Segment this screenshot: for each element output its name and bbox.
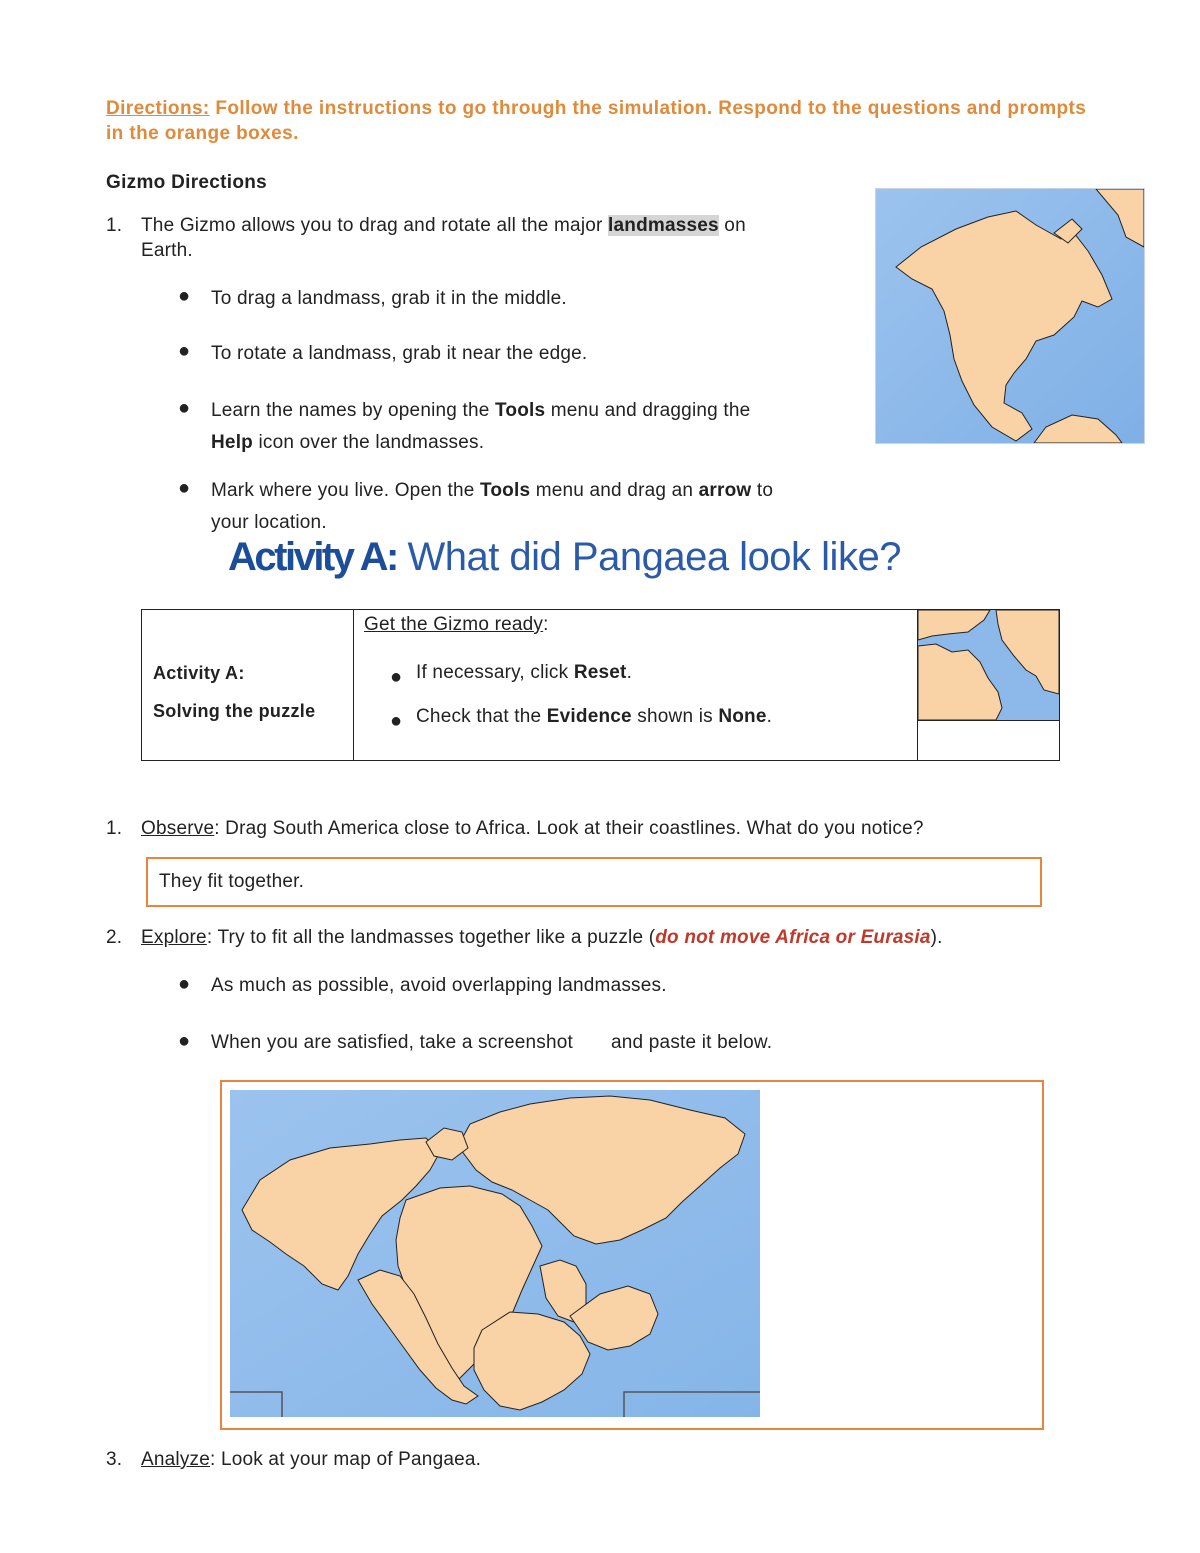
map-thumbnail-cell xyxy=(918,610,1060,761)
gizmo-ready-cell xyxy=(354,610,918,761)
item-number: 1. xyxy=(106,215,123,236)
activity-label-cell xyxy=(142,610,354,761)
bullet-mark-location: Mark where you live. Open the Tools menu and drag an arrow to your location. xyxy=(211,480,774,533)
item1-line2: Earth. xyxy=(141,240,193,261)
bullet-learn-names: Learn the names by opening the Tools menu and dragging the Help icon over the landmasses. xyxy=(211,400,751,453)
explore-warning: do not move Africa or Eurasia xyxy=(655,927,931,948)
bullet-dot: ● xyxy=(178,397,191,419)
analyze-prompt: : Look at your map of Pangaea. xyxy=(210,1449,482,1470)
evidence-instruction: Check that the Evidence shown is None. xyxy=(416,706,773,727)
observe-answer-box[interactable] xyxy=(146,857,1042,907)
observe-prompt: : Drag South America close to Africa. Look at their coastlines. What do you notice? xyxy=(214,818,924,839)
bullet-screenshot: When you are satisfied, take a screenshot and paste it below. xyxy=(211,1032,773,1053)
landmasses-highlight: landmasses xyxy=(608,215,719,236)
north-america-map-image xyxy=(875,188,1145,444)
gizmo-ready-heading: Get the Gizmo ready: xyxy=(364,614,549,635)
analyze-label: Analyze xyxy=(141,1449,210,1470)
directions-text: Follow the instructions to go through the simulation. Respond to the questions and prompts in the orange boxes. xyxy=(106,98,1087,144)
observe-answer-text: They fit together. xyxy=(159,871,305,892)
activity-cell-line2: Solving the puzzle xyxy=(153,701,316,721)
bullet-rotate: To rotate a landmass, grab it near the edge. xyxy=(211,343,588,364)
south-america-africa-thumbnail xyxy=(918,610,1059,720)
bullet-dot: ● xyxy=(178,285,191,307)
activity-cell-line1: Activity A: xyxy=(153,663,245,683)
explore-prompt: : Try to fit all the landmasses together like a puzzle ( xyxy=(206,927,656,948)
bullet-dot: ● xyxy=(178,973,191,995)
activity-title-question: What did Pangaea look like? xyxy=(396,535,901,579)
directions-label: Directions: xyxy=(106,98,210,119)
activity-title xyxy=(228,533,901,581)
bullet-dot: ● xyxy=(178,477,191,499)
bullet-dot: ● xyxy=(178,1030,191,1052)
pangaea-map-image xyxy=(230,1090,760,1417)
bullet-dot: ● xyxy=(390,666,403,688)
screenshot-answer-box[interactable] xyxy=(220,1080,1044,1430)
activity-title-label: Activity A: xyxy=(228,535,397,579)
item1-text-end: on xyxy=(718,215,746,236)
bullet-dot: ● xyxy=(390,710,403,732)
bullet-drag: To drag a landmass, grab it in the middle. xyxy=(211,288,567,309)
directions-paragraph xyxy=(106,96,1096,146)
question-number: 2. xyxy=(106,927,123,948)
bullet-dot: ● xyxy=(178,340,191,362)
explore-label: Explore xyxy=(141,927,207,948)
thumbnail-divider xyxy=(918,720,1059,721)
question-number: 3. xyxy=(106,1449,123,1470)
question-number: 1. xyxy=(106,818,123,839)
bullet-avoid-overlap: As much as possible, avoid overlapping landmasses. xyxy=(211,975,667,996)
reset-instruction: If necessary, click Reset. xyxy=(416,662,633,683)
observe-label: Observe xyxy=(141,818,215,839)
item1-text: The Gizmo allows you to drag and rotate all the major xyxy=(141,215,609,236)
activity-table xyxy=(141,609,1060,761)
gizmo-directions-heading: Gizmo Directions xyxy=(106,172,268,193)
